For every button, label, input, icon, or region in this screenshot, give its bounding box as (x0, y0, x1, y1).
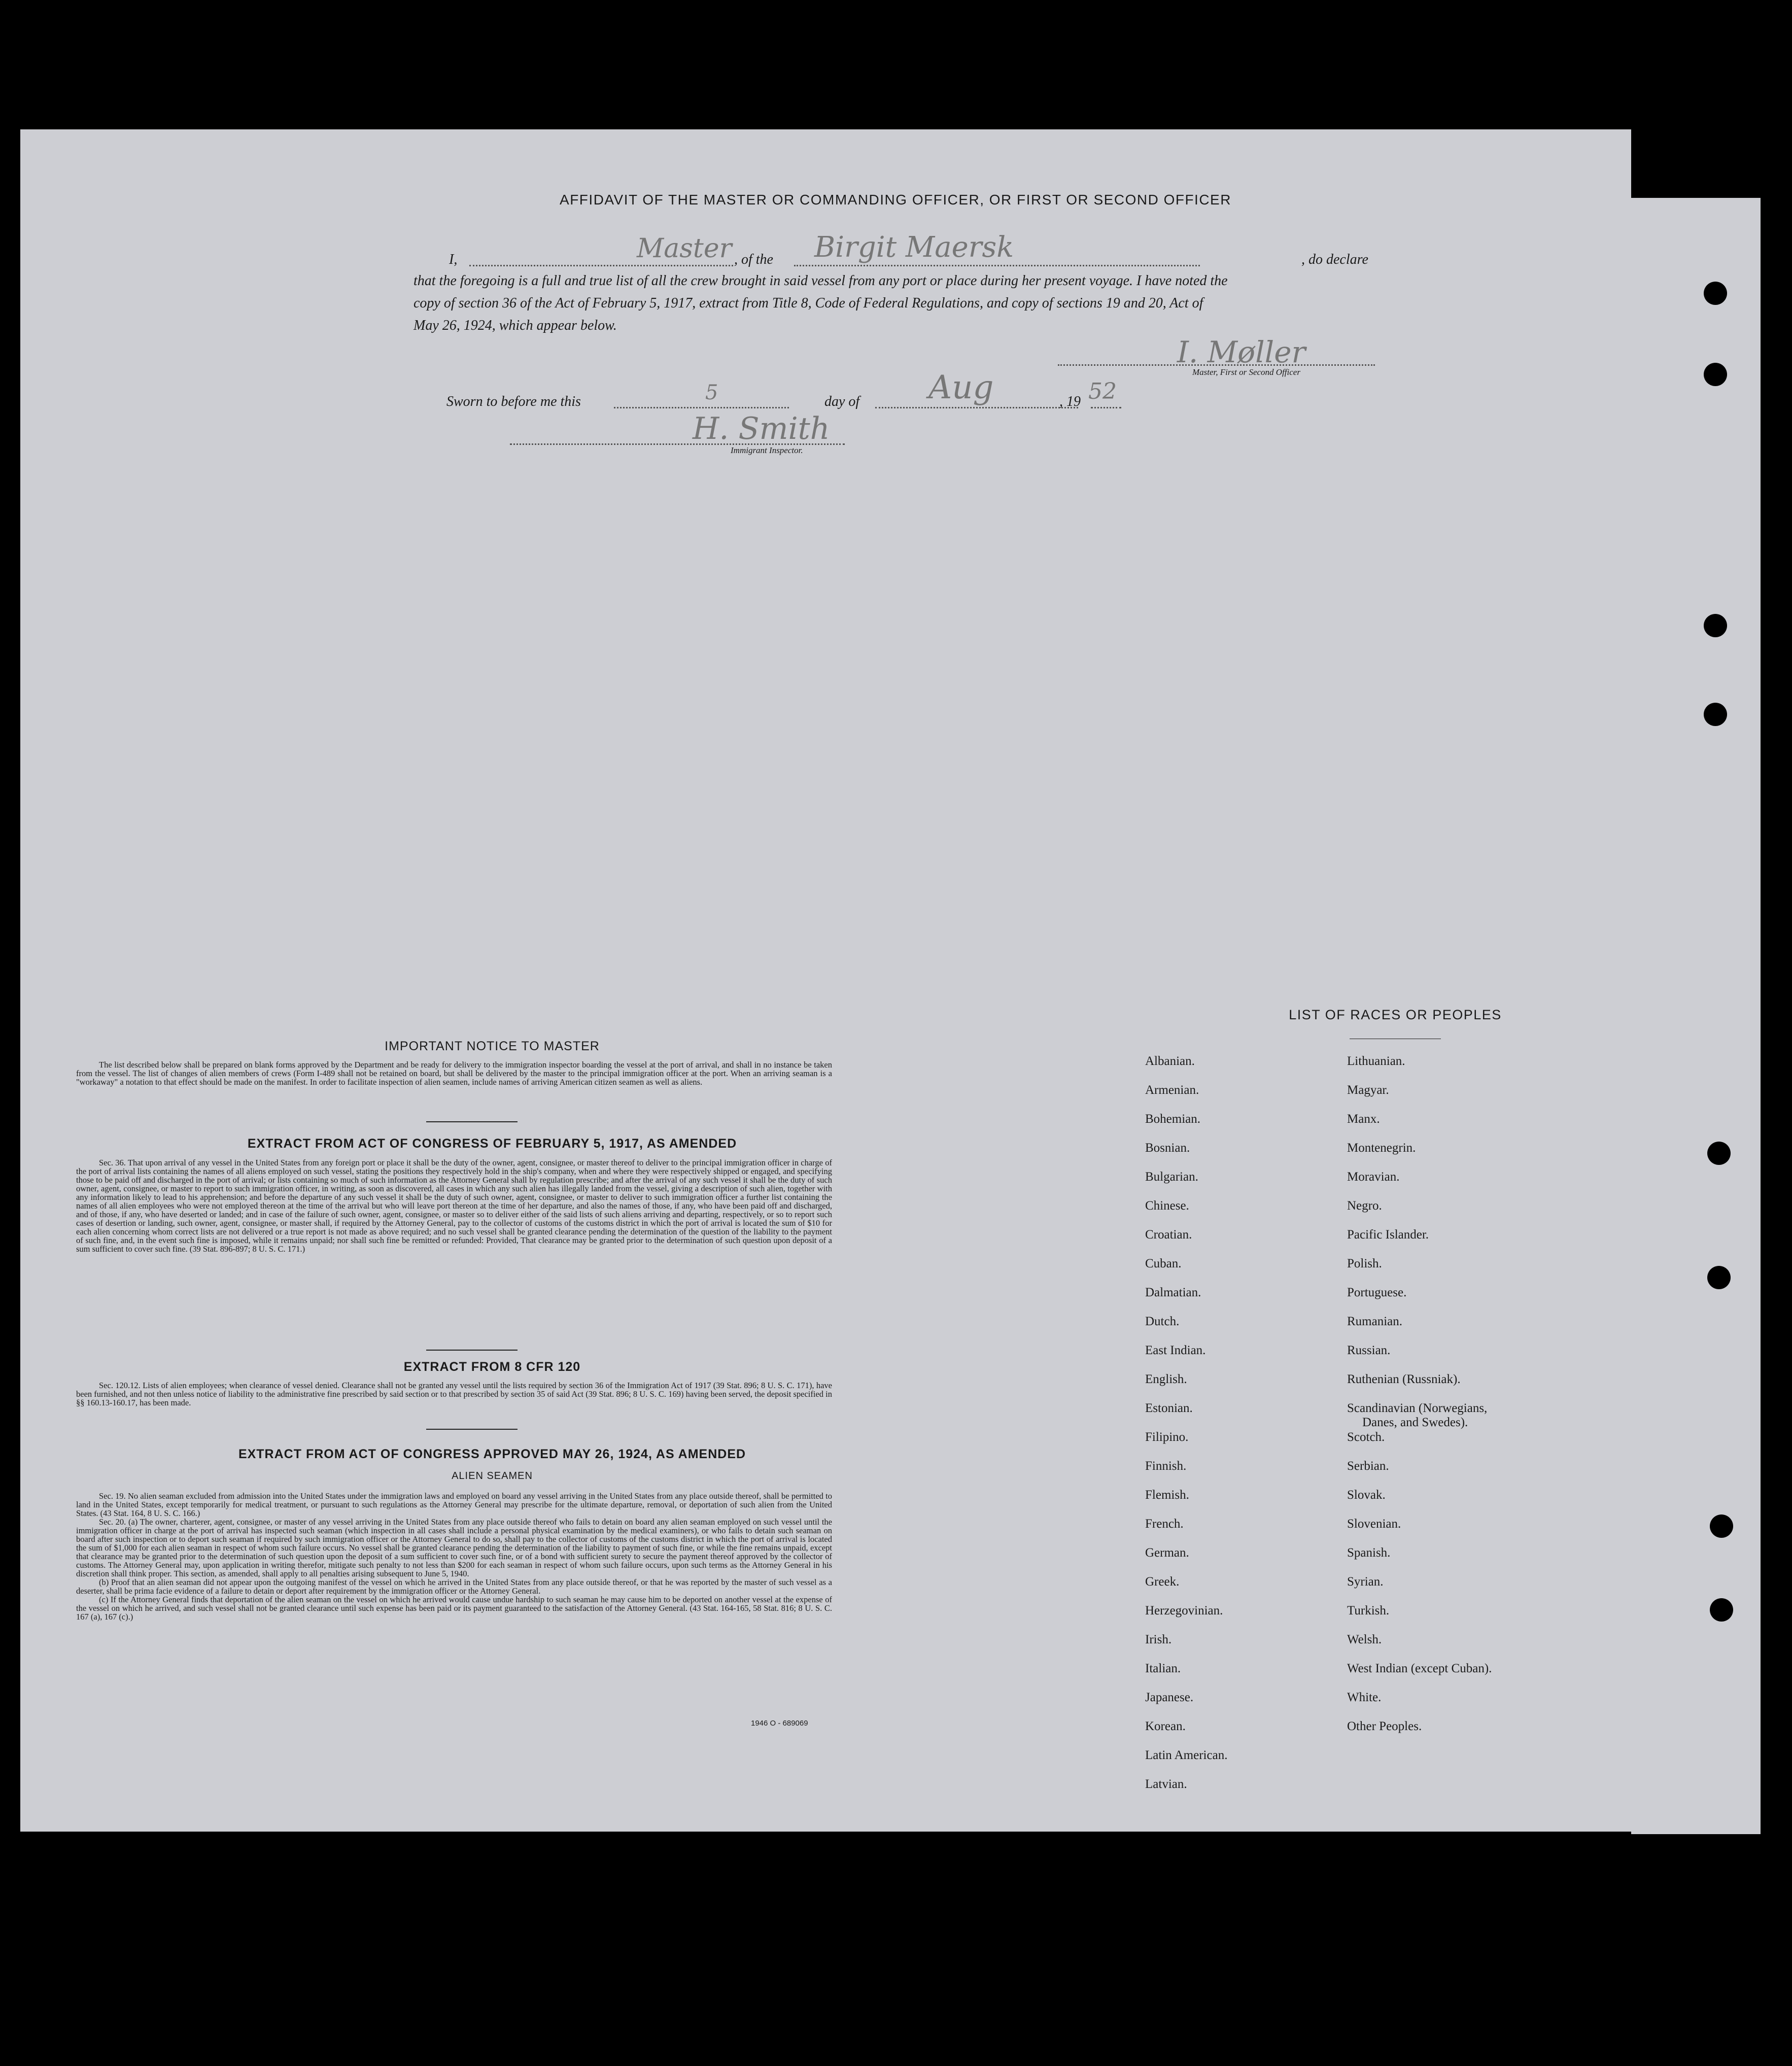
race-item: Albanian. (1145, 1054, 1195, 1068)
race-item: Slovak. (1347, 1488, 1386, 1502)
race-item: Bosnian. (1145, 1141, 1190, 1155)
race-item: Japanese. (1145, 1691, 1194, 1704)
race-item: Moravian. (1347, 1170, 1400, 1184)
race-item: Spanish. (1347, 1546, 1391, 1560)
extract-1917-title: EXTRACT FROM ACT OF CONGRESS OF FEBRUARY 5, 1917, AS AMENDED (247, 1137, 737, 1151)
sec-20c-text: (c) If the Attorney General finds that deportation of the alien seaman on the vessel on which he arrived would cause undue hardship to such seaman he may cause him to be deported on another vessel at the expense of the vessel on which he arrived, and such vessel shall not be granted clearance until such expense has been paid or its payment guaranteed to the satisfaction of the Attorney General. (43 Stat. 164-165, 58 Stat. 816; 8 U. S. C. 167 (a), 167 (c).) (76, 1595, 832, 1622)
race-item: Syrian. (1347, 1575, 1384, 1589)
race-item: Manx. (1347, 1112, 1380, 1126)
year-prefix: , 19 (1059, 394, 1081, 409)
race-item: Scotch. (1347, 1430, 1385, 1444)
binder-hole (1707, 1266, 1731, 1289)
races-right-column (1347, 1054, 1580, 1805)
binder-hole (1704, 363, 1727, 386)
race-item: East Indian. (1145, 1344, 1206, 1357)
vessel-field (794, 265, 1200, 266)
declaration-body-line: that the foregoing is a full and true list of all the crew brought in said vessel from any port or place during her present voyage. I have noted the (413, 273, 1228, 289)
extract-cfr-title: EXTRACT FROM 8 CFR 120 (403, 1360, 581, 1374)
race-item: Russian. (1347, 1344, 1391, 1357)
extract-1917-text: Sec. 36. That upon arrival of any vessel in the United States from any foreign port or place it shall be the duty of the owner, agent, consignee, or master thereof to deliver to the principal immigration officer in charge of the port of arrival lists containing the names of all aliens employed on such vessel, stating the positions they respectively hold in the ship's company, when and where they were respectively shipped or engaged, and specifying those to be paid off and discharged in the port of arrival; or lists containing so much of such information as the Attorney General shall by regulation prescribe; and after the arrival of any such vessel it shall be the duty of such owner, agent, consignee, or master to report to such immigration officer, in writing, as soon as discovered, all cases in which any such alien has illegally landed from the vessel, giving a description of such alien, together with any information likely to lead to his apprehension; and before the departure of any such vessel it shall be the duty of such owner, agent, consignee, or master to deliver to such immigration officer a further list containing the names of all alien employees who were not employed thereon at the time of the arrival but who will leave port thereon at the time of her departure, and also the names of those, if any, who have been paid off and discharged, and of those, if any, who have deserted or landed; and in case of the failure of such owner, agent, consignee, or master so to deliver either of the said lists of such aliens arriving and departing, respectively, or so to report such cases of desertion or landing, such owner, agent, consignee, or master shall, if required by the Attorney General, pay to the collector of customs of the customs district in which the port of arrival is located the sum of $10 for each alien concerning whom correct lists are not delivered or a true report is not made as above required; and no such vessel shall be granted clearance pending the determination of the question of the liability to the payment of such fine, and, in the event such fine is imposed, while it remains unpaid; nor shall such fine be remitted or refunded: Provided, That clearance may be granted prior to the determination of such question upon deposit of a sum sufficient to cover such fine. (39 Stat. 896-897; 8 U. S. C. 171.) (76, 1158, 832, 1254)
vessel-handwritten: Birgit Maersk (814, 231, 1014, 264)
extract-1924-subtitle: ALIEN SEAMEN (452, 1470, 533, 1482)
document-page-edge (1631, 198, 1761, 1834)
race-item: Pacific Islander. (1347, 1228, 1429, 1242)
declare-label: , do declare (1301, 252, 1368, 267)
divider (426, 1121, 518, 1122)
race-item: Ruthenian (Russniak). (1347, 1372, 1461, 1386)
race-item: Negro. (1347, 1199, 1382, 1213)
declaration-body (413, 270, 1383, 337)
notice-text: The list described below shall be prepared on blank forms approved by the Department and be ready for delivery to the immigration inspector boarding the vessel at the port of arrival, and shall in no instance be taken from the vessel. The list of changes of alien members of crews (Form I-489 shall not be retained on board, but shall be delivered by the master to the principal immigration officer at the port. When an arriving seaman is a "workaway" a notation to that effect should be made on the manifest. In order to facilitate inspection of alien seamen, include names of arriving American citizen seamen as well as aliens. (76, 1060, 832, 1087)
month-handwritten: Aug (928, 369, 994, 406)
race-item: Turkish. (1347, 1604, 1390, 1617)
race-item: Polish. (1347, 1257, 1382, 1270)
race-item: White. (1347, 1691, 1382, 1704)
affidavit-title: AFFIDAVIT OF THE MASTER OR COMMANDING OFFICER, OR FIRST OR SECOND OFFICER (560, 192, 1231, 208)
of-the-label: , of the (734, 252, 773, 267)
binder-hole (1704, 282, 1727, 305)
race-item: Herzegovinian. (1145, 1604, 1223, 1617)
race-item: Slovenian. (1347, 1517, 1401, 1531)
race-item: Serbian. (1347, 1459, 1389, 1473)
race-item: Rumanian. (1347, 1315, 1403, 1328)
i-label: I, (449, 252, 458, 267)
binder-hole (1704, 703, 1727, 726)
race-item: Scandinavian (Norwegians, (1347, 1401, 1488, 1415)
day-of-label: day of (824, 394, 860, 409)
race-item: Welsh. (1347, 1633, 1382, 1646)
race-item: Bohemian. (1145, 1112, 1201, 1126)
extract-cfr-text: Sec. 120.12. Lists of alien employees; when clearance of vessel denied. Clearance shall not be granted any vessel until the lists required by section 36 of the Immigration Act of 1917 (39 Stat. 896; 8 U. S. C. 171), have been furnished, and not then unless notice of liability to the administrative fine prescribed by said section or to that prescribed by section 35 of said Act (39 Stat. 896; 8 U. S. C. 169) having been served, the deposit specified in §§ 160.13-160.17, has been made. (76, 1381, 832, 1407)
race-item: Dutch. (1145, 1315, 1180, 1328)
day-handwritten: 5 (705, 381, 718, 404)
race-item: Other Peoples. (1347, 1719, 1422, 1733)
binder-hole (1707, 1142, 1731, 1165)
extract-1924-body (76, 1492, 832, 1621)
race-item: Danes, and Swedes). (1362, 1416, 1468, 1429)
rank-field (469, 265, 733, 266)
binder-hole (1710, 1514, 1733, 1538)
race-item: Flemish. (1145, 1488, 1189, 1502)
sec-20b-text: (b) Proof that an alien seaman did not appear upon the outgoing manifest of the vessel on which he arrived in the United States from any place outside thereof, or that he was reported by the master of such vessel as a deserter, shall be prima facie evidence of a failure to detain or deport after requirement by the immigration officer or the Attorney General. (76, 1577, 832, 1596)
race-item: Latin American. (1145, 1748, 1228, 1762)
print-code: 1946 O - 689069 (751, 1719, 808, 1728)
declaration-body-line: May 26, 1924, which appear below. (413, 318, 617, 333)
races-title: LIST OF RACES OR PEOPLES (1289, 1007, 1502, 1022)
race-item: Estonian. (1145, 1401, 1193, 1415)
notice-title: IMPORTANT NOTICE TO MASTER (385, 1039, 600, 1053)
race-item: West Indian (except Cuban). (1347, 1662, 1492, 1675)
race-item: Latvian. (1145, 1777, 1187, 1791)
race-item: French. (1145, 1517, 1184, 1531)
race-item: Greek. (1145, 1575, 1180, 1589)
race-item: Finnish. (1145, 1459, 1187, 1473)
race-item: Korean. (1145, 1719, 1186, 1733)
race-item: Croatian. (1145, 1228, 1192, 1242)
binder-hole (1710, 1598, 1733, 1622)
race-item: Magyar. (1347, 1083, 1389, 1097)
signature-caption: Master, First or Second Officer (1192, 367, 1300, 377)
races-left-column (1145, 1054, 1348, 1805)
sec-20a-text: Sec. 20. (a) The owner, charterer, agent, consignee, or master of any vessel arriving in the United States from any place outside thereof who fails to detain on board any alien seaman employed on such vessel until the immigration officer in charge at the port of arrival has inspected such seaman (which inspection in all cases shall include a personal physical examination by the medical examiners), or who fails to detain such seaman on board after such inspection or to deport such seaman if required by such immigration officer or the Attorney General to do so, shall pay to the collector of customs of the customs district in which the port of arrival is located the sum of $1,000 for each alien seaman in respect of whom such failure occurs. No vessel shall be granted clearance pending the determination of the liability to payment of such fine, or while the fine remains unpaid, except that clearance may be granted prior to the determination of such question upon the deposit of a sum sufficient to cover such fine, or of a bond with sufficient surety to secure the payment thereof approved by the collector of customs. The Attorney General may, upon application in writing therefor, mitigate such penalty to not less than $200 for each seaman in respect of whom such failure occurs, upon such terms as the Attorney General in his discretion shall think proper. This section, as amended, shall apply to all penalties arising subsequent to June 5, 1940. (76, 1517, 832, 1578)
divider (426, 1350, 518, 1351)
day-field (614, 407, 789, 408)
race-item: Montenegrin. (1347, 1141, 1416, 1155)
declaration-body-line: copy of section 36 of the Act of February 5, 1917, extract from Title 8, Code of Federal Regulations, and copy of sections 19 and 20, Act of (413, 295, 1203, 311)
race-item: German. (1145, 1546, 1189, 1560)
rank-handwritten: Master (637, 233, 732, 264)
race-item: Italian. (1145, 1662, 1181, 1675)
race-item: Bulgarian. (1145, 1170, 1198, 1184)
race-item: Cuban. (1145, 1257, 1182, 1270)
race-item: Lithuanian. (1347, 1054, 1405, 1068)
race-item: Filipino. (1145, 1430, 1189, 1444)
race-item: English. (1145, 1372, 1187, 1386)
sworn-label: Sworn to before me this (446, 394, 581, 409)
race-item: Irish. (1145, 1633, 1172, 1646)
sec-19-text: Sec. 19. No alien seaman excluded from admission into the United States under the immigration laws and employed on board any vessel arriving in the United States from any place outside thereof, shall be permitted to land in the United States, except temporarily for medical treatment, or pursuant to such regulations as the Attorney General may prescribe for the ultimate departure, removal, or deportation of such alien from the United States. (43 Stat. 164, 8 U. S. C. 166.) (76, 1491, 832, 1518)
binder-hole (1704, 614, 1727, 637)
race-item: Armenian. (1145, 1083, 1199, 1097)
year-handwritten: 52 (1088, 378, 1117, 404)
inspector-signature: H. Smith (693, 411, 830, 446)
month-field (875, 407, 1078, 408)
sworn-line (446, 369, 1208, 413)
race-item: Dalmatian. (1145, 1286, 1201, 1299)
race-item: Chinese. (1145, 1199, 1189, 1213)
year-field (1091, 407, 1121, 408)
race-item: Portuguese. (1347, 1286, 1407, 1299)
extract-1924-title: EXTRACT FROM ACT OF CONGRESS APPROVED MAY 26, 1924, AS AMENDED (238, 1447, 746, 1461)
divider (426, 1429, 518, 1430)
inspector-caption: Immigrant Inspector. (731, 445, 803, 455)
declaration-line (413, 231, 1383, 271)
master-signature: I. Møller (1177, 335, 1306, 369)
